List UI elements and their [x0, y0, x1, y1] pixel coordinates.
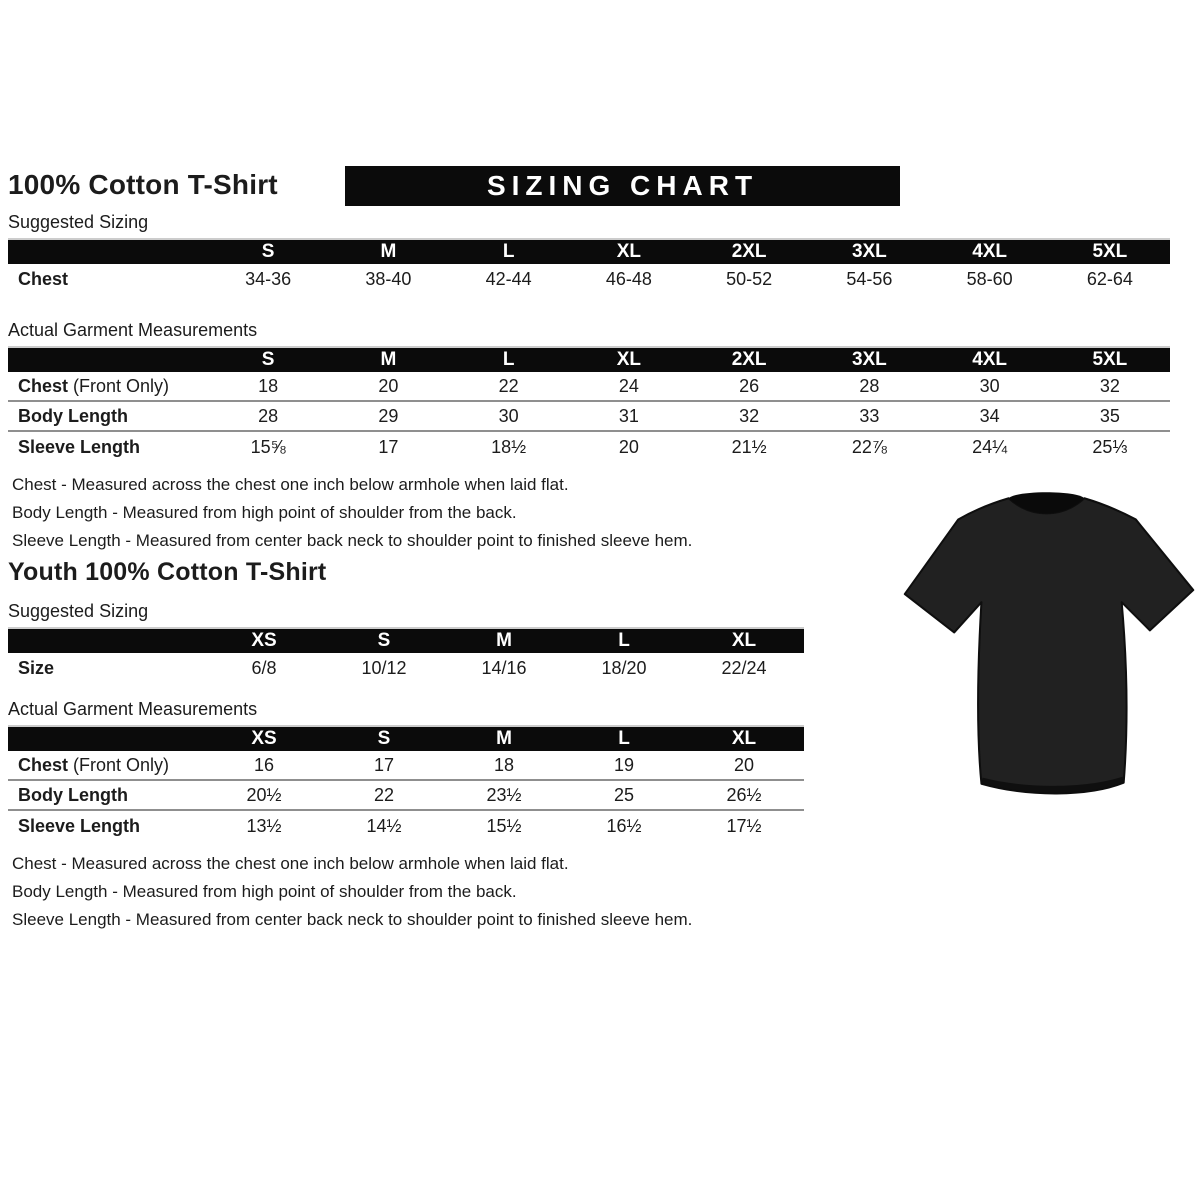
cell: 16½	[606, 815, 642, 836]
measurement-note-chest: Chest - Measured across the chest one inch below armhole when laid flat.	[12, 854, 569, 873]
youth-measurement-notes	[8, 850, 1200, 934]
measurement-note-chest: Chest - Measured across the chest one inch below armhole when laid flat.	[12, 475, 569, 494]
cell: 22	[498, 375, 519, 396]
cell: 10/12	[361, 657, 407, 678]
cell: 25⅓	[1092, 436, 1128, 457]
cell: 34	[979, 405, 1000, 426]
column-header: XS	[251, 630, 277, 651]
cell: 28	[258, 405, 279, 426]
column-header: XL	[731, 728, 757, 749]
cell: 58-60	[966, 268, 1013, 289]
cell: 50-52	[726, 268, 773, 289]
row-label	[8, 437, 208, 458]
row-label	[8, 376, 208, 397]
cell: 28	[859, 375, 880, 396]
column-header: 2XL	[731, 349, 767, 370]
cell: 24	[618, 375, 639, 396]
column-header: XS	[251, 728, 277, 749]
cell: 17½	[726, 815, 762, 836]
cell: 18	[258, 375, 279, 396]
cell: 22	[373, 784, 395, 805]
row-label	[8, 269, 208, 290]
cell: 20	[618, 436, 639, 457]
header-row	[8, 166, 1170, 206]
cell: 29	[378, 405, 399, 426]
measurement-note-sleeve-length: Sleeve Length - Measured from center back neck to shoulder point to finished sleeve hem.	[12, 910, 693, 929]
column-header: M	[380, 241, 397, 262]
youth-suggested-table	[8, 627, 804, 683]
cell: 20½	[246, 784, 282, 805]
cell: 14½	[366, 815, 402, 836]
column-header: S	[377, 728, 391, 749]
cell: 31	[618, 405, 639, 426]
youth-actual-table	[8, 725, 804, 841]
cell: 18	[493, 754, 515, 775]
row-label-text: Body Length	[18, 405, 128, 426]
cell: 16	[253, 754, 275, 775]
column-header: 5XL	[1092, 349, 1128, 370]
column-header: M	[496, 630, 512, 651]
column-header: XL	[616, 241, 642, 262]
row-label-text: Size	[18, 657, 55, 678]
adult-section-title: 100% Cotton T-Shirt	[8, 169, 278, 200]
table-row-sleeve-length	[8, 811, 804, 841]
cell: 33	[859, 405, 880, 426]
cell: 24¼	[972, 436, 1008, 457]
cell: 22⅞	[851, 436, 887, 457]
cell: 17	[373, 754, 395, 775]
cell: 26½	[726, 784, 762, 805]
row-label-note: (Front Only)	[73, 375, 170, 396]
youth-actual-measurements-label: Actual Garment Measurements	[8, 699, 258, 719]
cell: 20	[733, 754, 755, 775]
adult-actual-measurements-label: Actual Garment Measurements	[8, 320, 258, 340]
cell: 23½	[486, 784, 522, 805]
cell: 30	[979, 375, 1000, 396]
measurement-note-body-length: Body Length - Measured from high point of shoulder from the back.	[12, 503, 517, 522]
cell: 18½	[491, 436, 527, 457]
column-header: 4XL	[972, 349, 1008, 370]
youth-suggested-header-row	[8, 627, 804, 653]
column-header: M	[496, 728, 512, 749]
youth-suggested-sizing-label: Suggested Sizing	[8, 601, 149, 621]
row-label-text: Chest	[18, 754, 69, 775]
row-label	[8, 658, 204, 679]
row-label-text: Chest	[18, 268, 69, 289]
row-label-text: Body Length	[18, 784, 128, 805]
table-row-chest	[8, 751, 804, 781]
row-label	[8, 785, 204, 806]
cell: 42-44	[485, 268, 532, 289]
table-row-body-length	[8, 402, 1170, 432]
youth-section-title: Youth 100% Cotton T-Shirt	[8, 558, 327, 586]
cell: 46-48	[605, 268, 652, 289]
cell: 54-56	[846, 268, 893, 289]
cell: 38-40	[365, 268, 412, 289]
column-header: 2XL	[731, 241, 767, 262]
column-header: XL	[616, 349, 642, 370]
cell: 20	[378, 375, 399, 396]
column-header: L	[502, 349, 515, 370]
adult-actual-table	[8, 346, 1170, 462]
column-header: XL	[731, 630, 757, 651]
cell: 62-64	[1086, 268, 1133, 289]
table-row-size	[8, 653, 804, 683]
adult-suggested-header-row	[8, 238, 1170, 264]
column-header: L	[618, 630, 630, 651]
column-header: 5XL	[1092, 241, 1128, 262]
cell: 18/20	[601, 657, 647, 678]
black-tshirt-photo	[892, 468, 1200, 816]
cell: 15½	[486, 815, 522, 836]
cell: 19	[613, 754, 635, 775]
row-label	[8, 406, 208, 427]
tshirt-body-shape	[905, 498, 1193, 793]
row-label-text: Chest	[18, 375, 69, 396]
column-header: S	[261, 349, 275, 370]
column-header: L	[618, 728, 630, 749]
table-row-chest	[8, 372, 1170, 402]
cell: 14/16	[481, 657, 527, 678]
column-header: 4XL	[972, 241, 1008, 262]
cell: 15⅝	[250, 436, 286, 457]
row-label	[8, 816, 204, 837]
cell: 13½	[246, 815, 282, 836]
column-header: 3XL	[851, 349, 887, 370]
row-label-text: Sleeve Length	[18, 436, 141, 457]
measurement-note-body-length: Body Length - Measured from high point of shoulder from the back.	[12, 882, 517, 901]
measurement-note-sleeve-length: Sleeve Length - Measured from center back neck to shoulder point to finished sleeve hem.	[12, 531, 693, 550]
cell: 6/8	[251, 657, 277, 678]
youth-actual-header-row	[8, 725, 804, 751]
adult-suggested-table	[8, 238, 1170, 294]
column-header: L	[502, 241, 515, 262]
cell: 32	[1099, 375, 1120, 396]
row-label-note: (Front Only)	[73, 754, 170, 775]
column-header: M	[380, 349, 397, 370]
sizing-chart-banner: SIZING CHART	[345, 166, 900, 206]
column-header: S	[261, 241, 275, 262]
row-label	[8, 755, 204, 776]
cell: 25	[613, 784, 635, 805]
cell: 30	[498, 405, 519, 426]
cell: 32	[739, 405, 760, 426]
cell: 22/24	[721, 657, 767, 678]
adult-actual-header-row	[8, 346, 1170, 372]
adult-suggested-sizing-label: Suggested Sizing	[8, 212, 149, 232]
cell: 17	[378, 436, 399, 457]
cell: 21½	[731, 436, 767, 457]
row-label-text: Sleeve Length	[18, 815, 141, 836]
table-row-sleeve-length	[8, 432, 1170, 462]
column-header: 3XL	[851, 241, 887, 262]
cell: 35	[1099, 405, 1120, 426]
cell: 26	[739, 375, 760, 396]
cell: 34-36	[245, 268, 292, 289]
table-row-body-length	[8, 781, 804, 811]
table-row-chest	[8, 264, 1170, 294]
column-header: S	[377, 630, 391, 651]
